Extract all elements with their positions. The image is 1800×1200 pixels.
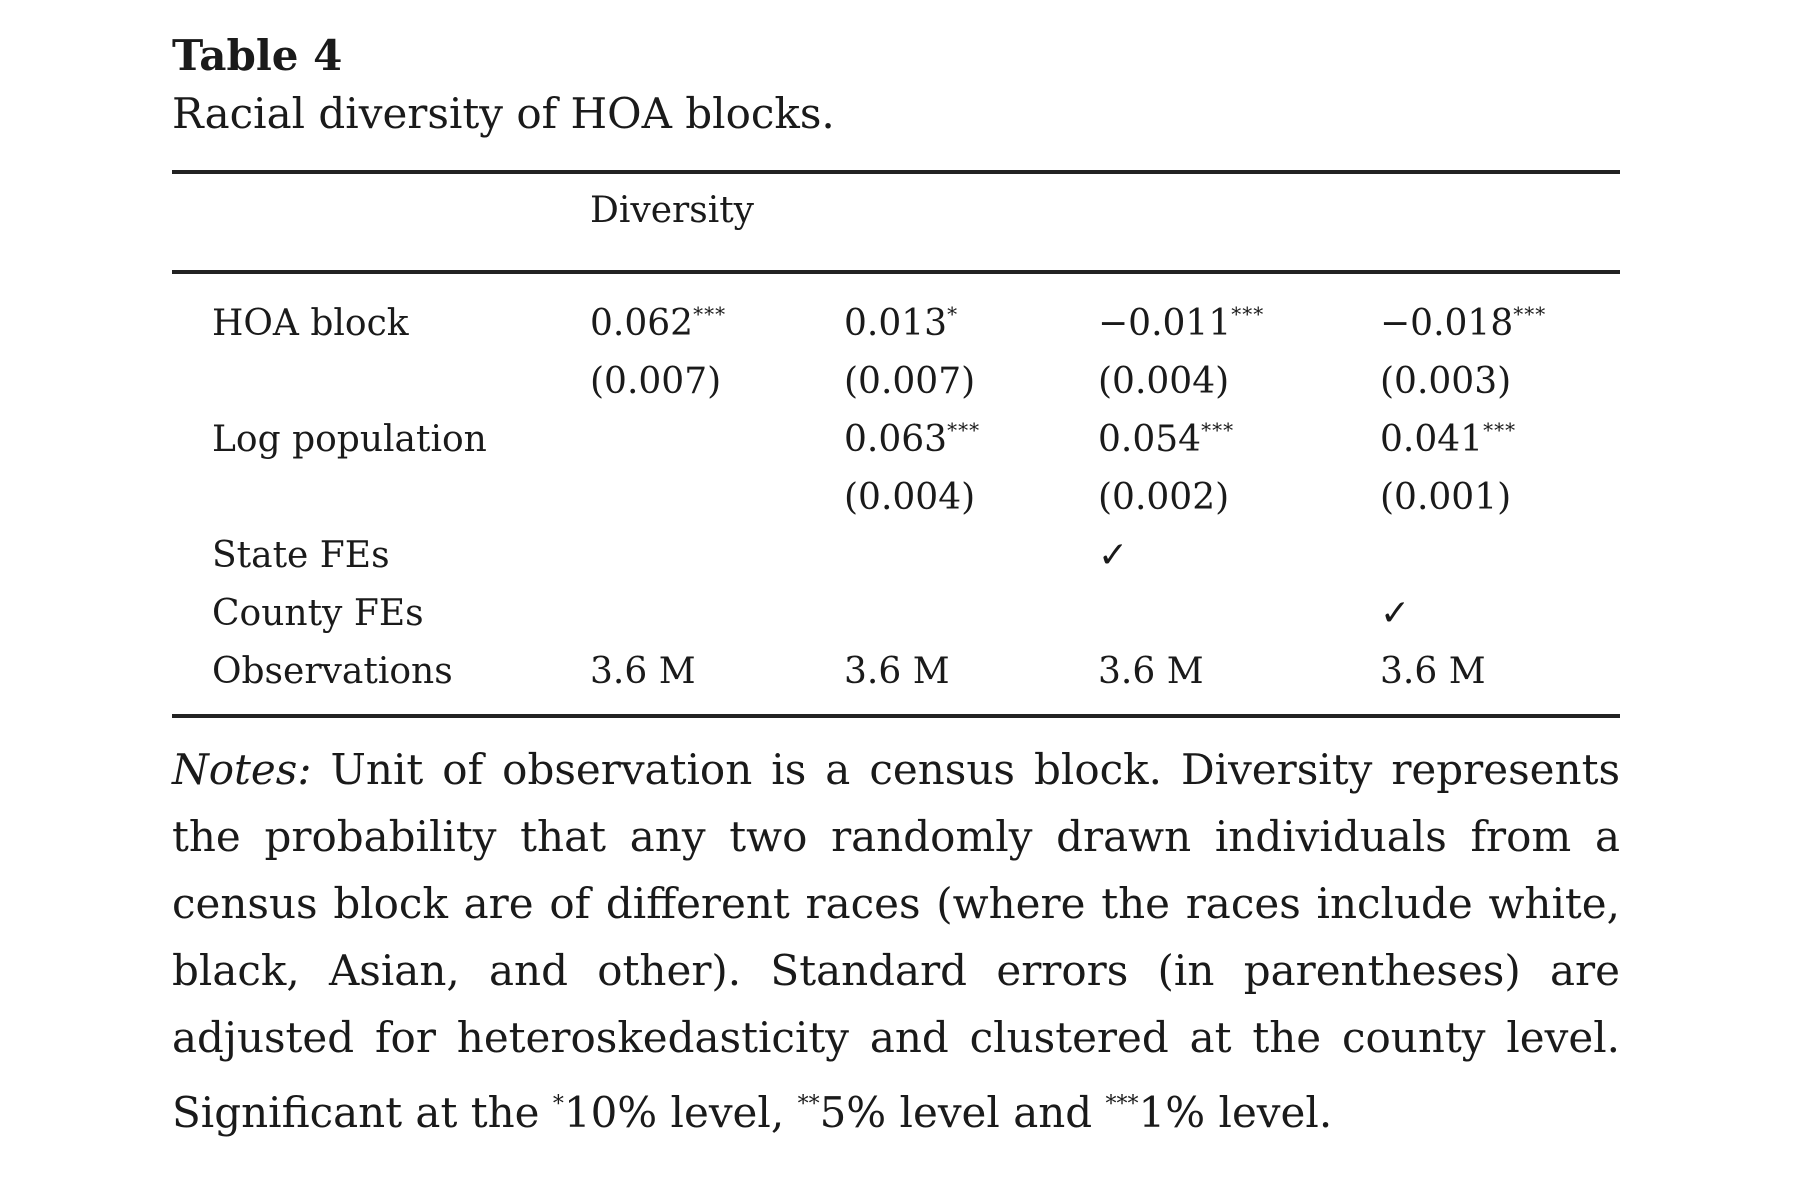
mid-rule bbox=[172, 270, 1620, 274]
se-cell: (0.007) bbox=[844, 360, 976, 402]
se-cell: (0.004) bbox=[1098, 360, 1230, 402]
bottom-rule bbox=[172, 714, 1620, 718]
coef-cell: 0.054*** bbox=[1098, 418, 1235, 460]
check-icon bbox=[844, 526, 1098, 584]
row-label-state-fes: State FEs bbox=[212, 534, 390, 576]
table-label: Table 4 bbox=[172, 31, 343, 80]
table-caption: Racial diversity of HOA blocks. bbox=[172, 89, 835, 138]
row-label-log-population: Log population bbox=[212, 418, 487, 460]
table-row bbox=[172, 526, 1620, 584]
notes-lead: Notes: bbox=[172, 745, 312, 794]
table-row-se bbox=[172, 468, 1620, 526]
table-figure bbox=[172, 28, 1620, 1146]
table-row bbox=[172, 410, 1620, 468]
check-icon bbox=[1380, 526, 1620, 584]
obs-cell: 3.6 M bbox=[844, 650, 950, 692]
coef-cell: 0.063*** bbox=[844, 418, 981, 460]
se-cell: (0.002) bbox=[1098, 476, 1230, 518]
se-cell: (0.003) bbox=[1380, 360, 1512, 402]
obs-cell: 3.6 M bbox=[590, 650, 696, 692]
coef-cell: −0.018*** bbox=[1380, 302, 1547, 344]
coef-cell: 0.041*** bbox=[1380, 418, 1517, 460]
se-cell bbox=[590, 468, 844, 526]
obs-cell: 3.6 M bbox=[1380, 650, 1486, 692]
row-label-hoa-block: HOA block bbox=[212, 302, 409, 344]
notes-text: Unit of observation is a census block. Diversity represents the probability that any two randomly drawn individuals from a census block are of different races (where the races include white, black, Asian, and other). Standard errors (in parentheses) are adjusted for heteroskedasticity and clustered at the county level. Significant at the bbox=[172, 745, 1620, 1137]
check-icon: ✓ bbox=[1098, 534, 1129, 576]
check-icon bbox=[1098, 584, 1380, 642]
table-row-se bbox=[172, 352, 1620, 410]
table-row bbox=[172, 584, 1620, 642]
check-icon bbox=[590, 584, 844, 642]
se-cell: (0.004) bbox=[844, 476, 976, 518]
coef-cell: 0.013* bbox=[844, 302, 959, 344]
table-notes: Notes: Unit of observation is a census block. Diversity represents the probability that any two randomly drawn individuals from a census block are of different races (where the races include white, black, Asian, and other). Standard errors (in parentheses) are adjusted for heteroskedasticity and clustered at the county level. Significant at the *10% level, **5% level and ***1% level. bbox=[172, 745, 1620, 1137]
table-row bbox=[172, 294, 1620, 352]
results-table bbox=[172, 294, 1620, 700]
check-icon bbox=[590, 526, 844, 584]
row-label-observations: Observations bbox=[212, 650, 453, 692]
row-label-county-fes: County FEs bbox=[212, 592, 424, 634]
table-header bbox=[172, 174, 1620, 270]
obs-cell: 3.6 M bbox=[1098, 650, 1204, 692]
coef-cell bbox=[590, 410, 844, 468]
check-icon bbox=[844, 584, 1098, 642]
se-cell: (0.007) bbox=[590, 360, 722, 402]
column-header-diversity: Diversity bbox=[590, 190, 755, 231]
se-cell: (0.001) bbox=[1380, 476, 1512, 518]
coef-cell: 0.062*** bbox=[590, 302, 727, 344]
check-icon: ✓ bbox=[1380, 592, 1411, 634]
coef-cell: −0.011*** bbox=[1098, 302, 1265, 344]
table-row bbox=[172, 642, 1620, 700]
